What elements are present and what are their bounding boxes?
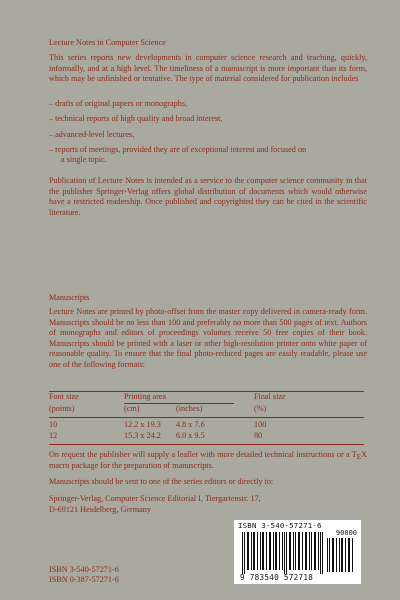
bullet-item-1: – drafts of original papers or monographs, (49, 99, 188, 108)
col-final-size-header: Final size (254, 392, 286, 401)
tex-e-glyph: E (356, 453, 362, 461)
isbn-block (49, 565, 119, 586)
leaflet-paragraph (49, 450, 367, 471)
col-percent-header: (%) (254, 404, 267, 413)
bullet-item-4 (49, 145, 367, 166)
bullet-item-4-line2: a single topic. (61, 155, 107, 165)
cell-final-size: 100 (254, 420, 267, 429)
leaflet-text-before: On request the publisher will supply a leaflet with more detailed technical instructions or a T (49, 450, 357, 459)
intro-paragraph: This series reports new developments in computer science research and teaching, quickly, informally, and at a high level. The timeliness of a manuscript is more important than its form, which may be unfinished or tentative. The type of material considered for publication includes (49, 53, 367, 84)
manuscripts-paragraph: Lecture Notes are printed by photo-offset from the master copy delivered in camera-ready form. Manuscripts should be no less than 100 and preferably no more than 500 pages of text. Authors of monographs and editors of proceedings volumes receive 50 free copies of their book. Manuscripts should be printed with a laser or other high-resolution printer onto white paper of reasonable quality. To ensure that the final photo-reduced pages are easily readable, please use one of the following formats: (49, 307, 367, 369)
cell-font-size: 12 (49, 431, 58, 440)
isbn-line-2: ISBN 0-387-57271-6 (49, 575, 119, 585)
barcode-isbn-label: ISBN 3-540-57271-6 (238, 521, 322, 530)
cell-final-size: 80 (254, 431, 263, 440)
series-title: Lecture Notes in Computer Science (49, 38, 166, 47)
barcode (234, 520, 361, 584)
address-line-2: D-69121 Heidelberg, Germany (49, 505, 151, 514)
table-header-rule (49, 417, 364, 418)
isbn-line-1: ISBN 3-540-57271-6 (49, 565, 119, 574)
bullet-item-2: – technical reports of high quality and broad interest, (49, 114, 223, 123)
cell-font-size: 10 (49, 420, 58, 429)
col-font-size-header: Font size (49, 392, 79, 401)
send-instructions: Manuscripts should be sent to one of the series editors or directly to: (49, 477, 274, 486)
table-bottom-rule (49, 444, 364, 445)
bullet-item-3: – advanced-level lectures, (49, 130, 135, 139)
cell-cm: 12.2 x 19.3 (124, 420, 161, 429)
publication-paragraph: Publication of Lecture Notes is intended as a service to the computer science community in that the publisher Springer-Verlag offers global distribution of documents which would otherwise have a restricted readership. Once published and copyrighted they can be cited in the scientific literature. (49, 176, 367, 217)
col-cm-header: (cm) (124, 404, 140, 413)
cell-cm: 15.3 x 24.2 (124, 431, 161, 440)
table-top-rule (49, 391, 364, 392)
barcode-addon: 90000 (335, 529, 357, 537)
col-inches-header: (inches) (176, 404, 203, 413)
leaflet-text-after: X macro package for the preparation of manuscripts. (49, 450, 367, 470)
col-printing-area-header: Printing area (124, 392, 167, 401)
cell-inches: 6.0 x 9.5 (176, 431, 205, 440)
cell-inches: 4.8 x 7.6 (176, 420, 205, 429)
manuscripts-title: Manuscripts (49, 293, 90, 302)
bullet-item-4-line1: – reports of meetings, provided they are of exceptional interest and focused on (49, 145, 307, 154)
address-line-1: Springer-Verlag, Computer Science Editorial I, Tiergartenstr. 17, (49, 494, 261, 503)
col-points-header: (points) (49, 404, 75, 413)
barcode-number: 9 783540 572718 (240, 573, 314, 582)
